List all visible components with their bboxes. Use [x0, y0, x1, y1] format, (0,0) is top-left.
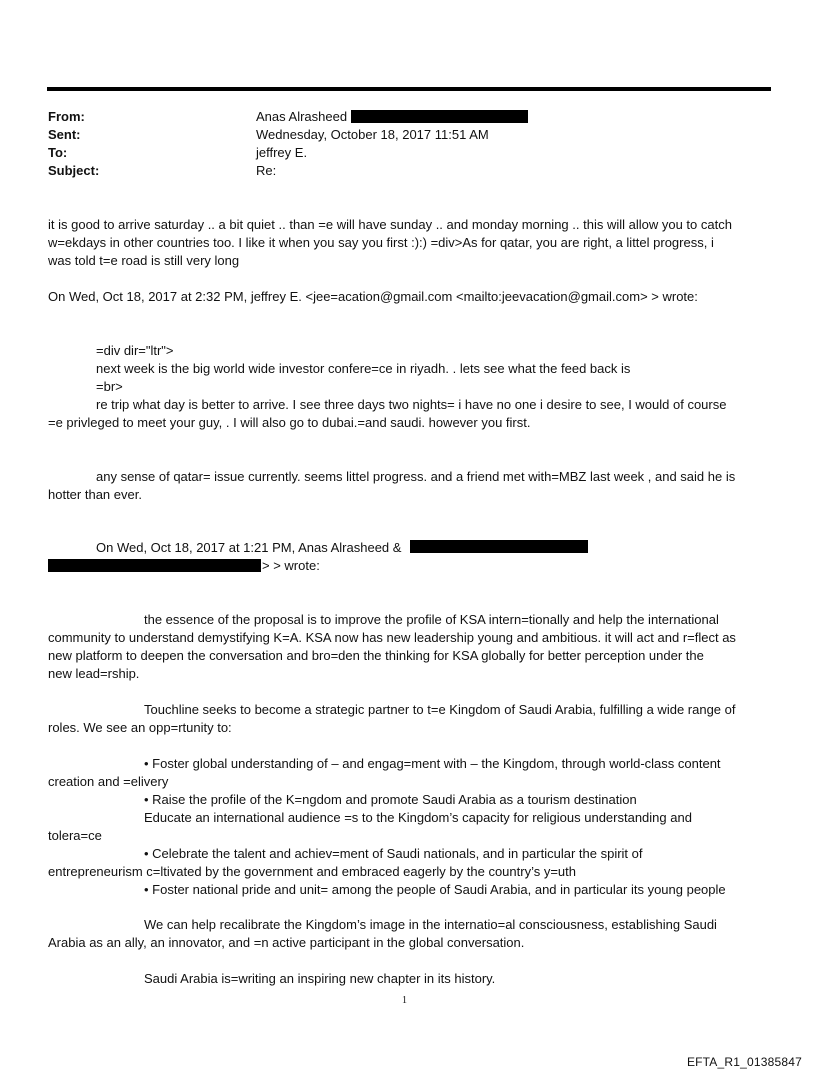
- quote2-header-end: > > wrote:: [262, 558, 320, 573]
- reply-line: was told t=e road is still very long: [48, 253, 240, 268]
- proposal-line: Touchline seeks to become a strategic partner to t=e Kingdom of Saudi Arabia, fulfilling a wide range of: [144, 702, 736, 717]
- subject-value: Re:: [256, 163, 277, 178]
- proposal-line: new lead=rship.: [48, 666, 140, 681]
- quote1-line: =div dir="ltr">: [96, 343, 174, 358]
- page-number: 1: [402, 995, 407, 1006]
- proposal-line: We can help recalibrate the Kingdom’s image in the internatio=al consciousness, establishing Saudi: [144, 917, 717, 932]
- quote1-line: re trip what day is better to arrive. I see three days two nights= i have no one i desire to see, I would of course: [96, 397, 727, 412]
- quote1-para2-line: any sense of qatar= issue currently. seems littel progress. and a friend met with=MBZ last week , and said he is: [96, 469, 736, 484]
- redaction-block: [410, 540, 588, 553]
- bullet-line: • Foster national pride and unit= among the people of Saudi Arabia, and in particular its young people: [144, 882, 726, 897]
- sent-label: Sent:: [48, 127, 81, 142]
- reply-line: it is good to arrive saturday .. a bit quiet .. than =e will have sunday .. and monday morning .. this will allow you to catch: [48, 217, 732, 232]
- reply-line: w=ekdays in other countries too. I like it when you say you first :):) =div>As for qatar, you are right, a littel progress, i: [48, 235, 714, 250]
- quote1-para2-line: hotter than ever.: [48, 487, 142, 502]
- redaction-block: [351, 110, 528, 123]
- redaction-block: [48, 559, 261, 572]
- proposal-line: community to understand demystifying K=A. KSA now has new leadership young and ambitious. it will act and r=flect as: [48, 630, 736, 645]
- subject-label: Subject:: [48, 163, 100, 178]
- quote1-line: next week is the big world wide investor confere=ce in riyadh. . lets see what the feed back is: [96, 361, 631, 376]
- proposal-line: the essence of the proposal is to improve the profile of KSA intern=tionally and help the international: [144, 612, 719, 627]
- proposal-line: Saudi Arabia is=writing an inspiring new chapter in its history.: [144, 971, 496, 986]
- to-label: To:: [48, 145, 68, 160]
- from-label: From:: [48, 109, 85, 124]
- proposal-line: Arabia as an ally, an innovator, and =n active participant in the global conversation.: [48, 935, 525, 950]
- sent-value: Wednesday, October 18, 2017 11:51 AM: [256, 127, 489, 142]
- bullet-line: • Foster global understanding of – and engag=ment with – the Kingdom, through world-class content: [144, 756, 721, 771]
- bullet-line: • Raise the profile of the K=ngdom and promote Saudi Arabia as a tourism destination: [144, 792, 637, 807]
- bullet-line: tolera=ce: [48, 828, 102, 843]
- quote1-header: On Wed, Oct 18, 2017 at 2:32 PM, jeffrey E. <jee=acation@gmail.com <mailto:jeevacation@gmail.com> > wrote:: [48, 289, 698, 304]
- bullet-line: creation and =elivery: [48, 774, 169, 789]
- quote1-line: =br>: [96, 379, 123, 394]
- quote2-header: On Wed, Oct 18, 2017 at 1:21 PM, Anas Alrasheed &: [96, 540, 402, 555]
- quote1-line: =e privleged to meet your guy, . I will also go to dubai.=and saudi. however you first.: [48, 415, 531, 430]
- to-value: jeffrey E.: [256, 145, 308, 160]
- bullet-line: • Celebrate the talent and achiev=ment of Saudi nationals, and in particular the spirit of: [144, 846, 643, 861]
- document-id: EFTA_R1_01385847: [686, 1055, 802, 1069]
- proposal-line: roles. We see an opp=rtunity to:: [48, 720, 232, 735]
- bullet-line: entrepreneurism c=ltivated by the government and embraced eagerly by the country’s y=uth: [48, 864, 577, 879]
- header-rule: [47, 87, 771, 91]
- proposal-line: new platform to deepen the conversation and bro=den the thinking for KSA globally for better perception under the: [48, 648, 704, 663]
- bullet-line: Educate an international audience =s to the Kingdom’s capacity for religious understanding and: [144, 810, 692, 825]
- from-value: Anas Alrasheed: [256, 109, 348, 124]
